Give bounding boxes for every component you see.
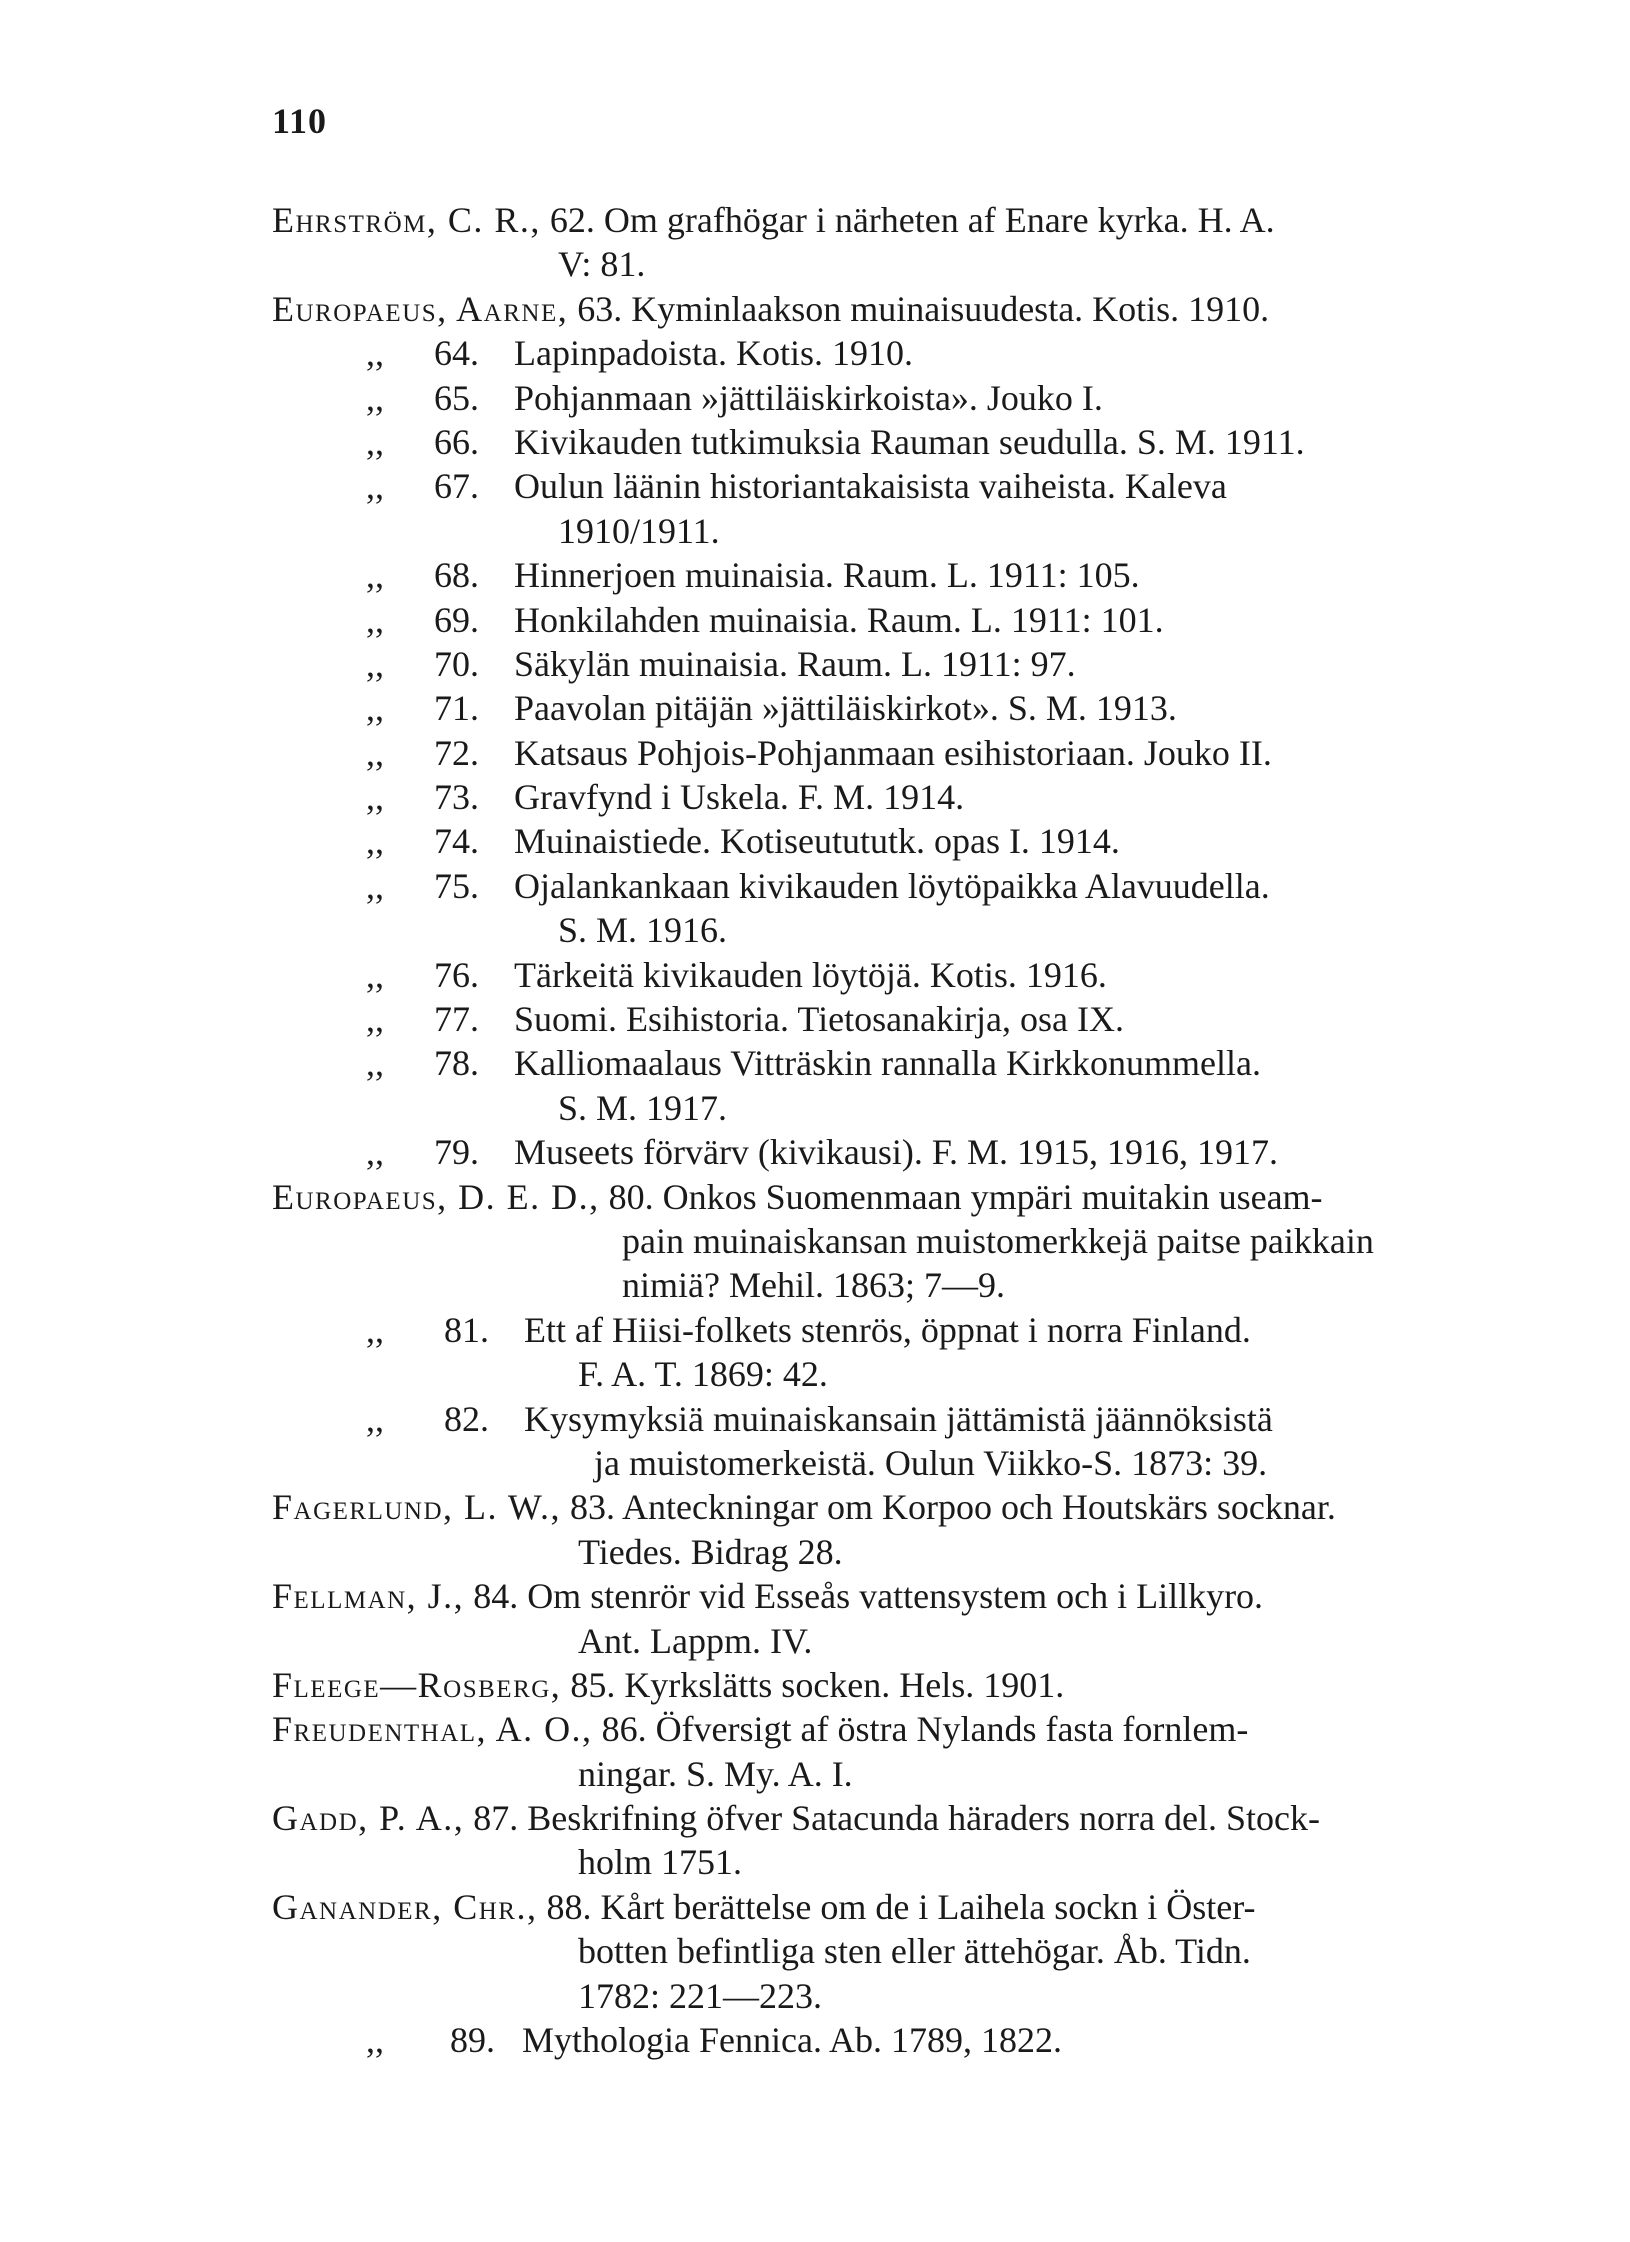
bib-entry-author-line: [272, 1796, 1472, 1840]
bib-entry-continuation: [272, 1219, 1472, 1263]
entry-number: 70.: [434, 643, 479, 684]
bib-entry-sub: [272, 1130, 1472, 1174]
ditto-mark: ,,: [366, 1132, 384, 1173]
author-name: Gadd, P. A.,: [272, 1798, 465, 1839]
ditto-mark: ,,: [366, 555, 384, 596]
bib-entry-author-line: [272, 1485, 1472, 1529]
bib-entry-continuation: [272, 1352, 1472, 1396]
bib-entry-continuation: [272, 1263, 1472, 1307]
continuation-text: Tiedes. Bidrag 28.: [578, 1531, 843, 1572]
entry-text: 80. Onkos Suomenmaan ympäri muitakin useam-: [599, 1176, 1323, 1217]
entry-text: Gravfynd i Uskela. F. M. 1914.: [514, 777, 965, 818]
bib-entry-sub: [272, 819, 1472, 863]
bib-entry-sub: [272, 553, 1472, 597]
entry-text: 84. Om stenrör vid Esseås vattensystem och i Lillkyro.: [464, 1576, 1264, 1617]
bib-entry-continuation: [272, 1974, 1472, 2018]
bib-entry-sub: [272, 2018, 1472, 2062]
continuation-text: S. M. 1917.: [558, 1087, 728, 1128]
bib-entry-author-line: [272, 1707, 1472, 1751]
entry-number: 72.: [434, 732, 479, 773]
bib-entry-sub: [272, 686, 1472, 730]
ditto-mark: ,,: [366, 1043, 384, 1084]
entry-text: Mythologia Fennica. Ab. 1789, 1822.: [522, 2020, 1062, 2061]
entry-number: 78.: [434, 1043, 479, 1084]
entry-text: 85. Kyrkslätts socken. Hels. 1901.: [561, 1664, 1065, 1705]
entry-number: 65.: [434, 377, 479, 418]
ditto-mark: ,,: [366, 999, 384, 1040]
bib-entry-continuation: [272, 1619, 1472, 1663]
ditto-mark: ,,: [366, 777, 384, 818]
ditto-mark: ,,: [366, 954, 384, 995]
entry-text: 63. Kyminlaakson muinaisuudesta. Kotis. 1910.: [568, 288, 1270, 329]
ditto-mark: ,,: [366, 421, 384, 462]
entry-text: Museets förvärv (kivikausi). F. M. 1915, 1916, 1917.: [514, 1132, 1279, 1173]
bib-entry-author-line: [272, 1175, 1472, 1219]
bib-entry-continuation: [272, 1752, 1472, 1796]
entry-text: Tärkeitä kivikauden löytöjä. Kotis. 1916.: [514, 954, 1107, 995]
entry-number: 89.: [450, 2020, 495, 2061]
bib-entry-continuation: [272, 1840, 1472, 1884]
bib-entry-continuation: [272, 1929, 1472, 1973]
bib-entry-continuation: [272, 1441, 1472, 1485]
bib-entry-continuation: [272, 509, 1472, 553]
ditto-mark: ,,: [366, 732, 384, 773]
continuation-text: pain muinaiskansan muistomerkkejä paitse paikkain: [622, 1220, 1374, 1261]
continuation-text: F. A. T. 1869: 42.: [578, 1354, 828, 1395]
continuation-text: nimiä? Mehil. 1863; 7—9.: [622, 1265, 1005, 1306]
bib-entry-sub: [272, 376, 1472, 420]
author-name: Ehrström, C. R.,: [272, 200, 541, 240]
entry-number: 77.: [434, 999, 479, 1040]
entry-text: Muinaistiede. Kotiseutututk. opas I. 1914.: [514, 821, 1120, 862]
entry-text: 88. Kårt berättelse om de i Laihela sockn i Öster-: [537, 1886, 1256, 1927]
entry-text: Honkilahden muinaisia. Raum. L. 1911: 101.: [514, 599, 1164, 640]
entry-text: Hinnerjoen muinaisia. Raum. L. 1911: 105.: [514, 555, 1140, 596]
entry-text: Kalliomaalaus Vitträskin rannalla Kirkkonummella.: [514, 1043, 1261, 1084]
entry-text: Oulun läänin historiantakaisista vaiheista. Kaleva: [514, 466, 1227, 507]
entry-number: 64.: [434, 333, 479, 374]
entry-text: 86. Öfversigt af östra Nylands fasta fornlem-: [592, 1709, 1249, 1750]
entry-number: 75.: [434, 865, 479, 906]
ditto-mark: ,,: [366, 333, 384, 374]
entry-text: 62. Om grafhögar i närheten af Enare kyrka. H. A.: [540, 200, 1275, 240]
ditto-mark: ,,: [366, 1309, 384, 1350]
ditto-mark: ,,: [366, 466, 384, 507]
entry-number: 82.: [444, 1398, 489, 1439]
author-name: Europaeus, Aarne,: [272, 288, 569, 329]
entry-text: Kysymyksiä muinaiskansain jättämistä jäännöksistä: [524, 1398, 1273, 1439]
continuation-text: 1910/1911.: [558, 510, 720, 551]
bib-entry-sub: [272, 331, 1472, 375]
entry-number: 76.: [434, 954, 479, 995]
bib-entry-sub: [272, 598, 1472, 642]
bib-entry-sub: [272, 420, 1472, 464]
author-name: Fellman, J.,: [272, 1576, 465, 1617]
entry-number: 73.: [434, 777, 479, 818]
continuation-text: ja muistomerkeistä. Oulun Viikko-S. 1873: 39.: [594, 1442, 1268, 1483]
entry-number: 67.: [434, 466, 479, 507]
ditto-mark: ,,: [366, 821, 384, 862]
continuation-text: S. M. 1916.: [558, 910, 728, 951]
entry-text: Paavolan pitäjän »jättiläiskirkot». S. M. 1913.: [514, 688, 1177, 729]
ditto-mark: ,,: [366, 1398, 384, 1439]
entry-text: Katsaus Pohjois-Pohjanmaan esihistoriaan. Jouko II.: [514, 732, 1272, 773]
continuation-text: Ant. Lappm. IV.: [578, 1620, 813, 1661]
entry-text: Säkylän muinaisia. Raum. L. 1911: 97.: [514, 643, 1076, 684]
entry-text: Lapinpadoista. Kotis. 1910.: [514, 333, 913, 374]
entry-text: Pohjanmaan »jättiläiskirkoista». Jouko I.: [514, 377, 1103, 418]
bibliography-list: [272, 198, 1472, 2062]
bib-entry-sub: [272, 731, 1472, 775]
bib-entry-sub: [272, 464, 1472, 508]
bib-entry-sub: [272, 953, 1472, 997]
bib-entry-sub: [272, 775, 1472, 819]
page-number: 110: [272, 101, 328, 141]
bib-entry-continuation: [272, 1530, 1472, 1574]
entry-number: 71.: [434, 688, 479, 729]
continuation-text: botten befintliga sten eller ättehögar. Åb. Tidn.: [578, 1931, 1251, 1972]
bib-entry-author-line: [272, 287, 1472, 331]
entry-text: Suomi. Esihistoria. Tietosanakirja, osa IX.: [514, 999, 1124, 1040]
continuation-text: ningar. S. My. A. I.: [578, 1753, 853, 1794]
bib-entry-sub: [272, 642, 1472, 686]
ditto-mark: ,,: [366, 865, 384, 906]
bib-entry-sub: [272, 1397, 1472, 1441]
ditto-mark: ,,: [366, 599, 384, 640]
author-name: Freudenthal, A. O.,: [272, 1709, 593, 1750]
continuation-text: V: 81.: [558, 244, 646, 285]
entry-number: 66.: [434, 421, 479, 462]
entry-number: 68.: [434, 555, 479, 596]
continuation-text: 1782: 221—223.: [578, 1975, 823, 2016]
ditto-mark: ,,: [366, 377, 384, 418]
bib-entry-sub: [272, 1308, 1472, 1352]
ditto-mark: ,,: [366, 688, 384, 729]
bib-entry-author-line: [272, 1663, 1472, 1707]
continuation-text: holm 1751.: [578, 1842, 743, 1883]
bib-entry-continuation: [272, 908, 1472, 952]
entry-text: 87. Beskrifning öfver Satacunda häraders norra del. Stock-: [464, 1798, 1320, 1839]
entry-text: Ett af Hiisi-folkets stenrös, öppnat i norra Finland.: [524, 1309, 1251, 1350]
entry-text: Kivikauden tutkimuksia Rauman seudulla. S. M. 1911.: [514, 421, 1305, 462]
entry-text: 83. Anteckningar om Korpoo och Houtskärs socknar.: [561, 1487, 1336, 1528]
entry-number: 74.: [434, 821, 479, 862]
bib-entry-sub: [272, 864, 1472, 908]
author-name: Fleege—Rosberg,: [272, 1664, 562, 1705]
author-name: Ganander, Chr.,: [272, 1886, 538, 1927]
bib-entry-author-line: [272, 1885, 1472, 1929]
bib-entry-author-line: [272, 198, 1472, 242]
author-name: Fagerlund, L. W.,: [272, 1487, 562, 1528]
ditto-mark: ,,: [366, 2020, 384, 2061]
author-name: Europaeus, D. E. D.,: [272, 1176, 600, 1217]
entry-number: 79.: [434, 1132, 479, 1173]
bib-entry-author-line: [272, 1574, 1472, 1618]
entry-text: Ojalankankaan kivikauden löytöpaikka Alavuudella.: [514, 865, 1270, 906]
bib-entry-sub: [272, 1041, 1472, 1085]
bib-entry-sub: [272, 997, 1472, 1041]
entry-number: 69.: [434, 599, 479, 640]
entry-number: 81.: [444, 1309, 489, 1350]
ditto-mark: ,,: [366, 643, 384, 684]
bib-entry-continuation: [272, 242, 1472, 286]
bib-entry-continuation: [272, 1086, 1472, 1130]
